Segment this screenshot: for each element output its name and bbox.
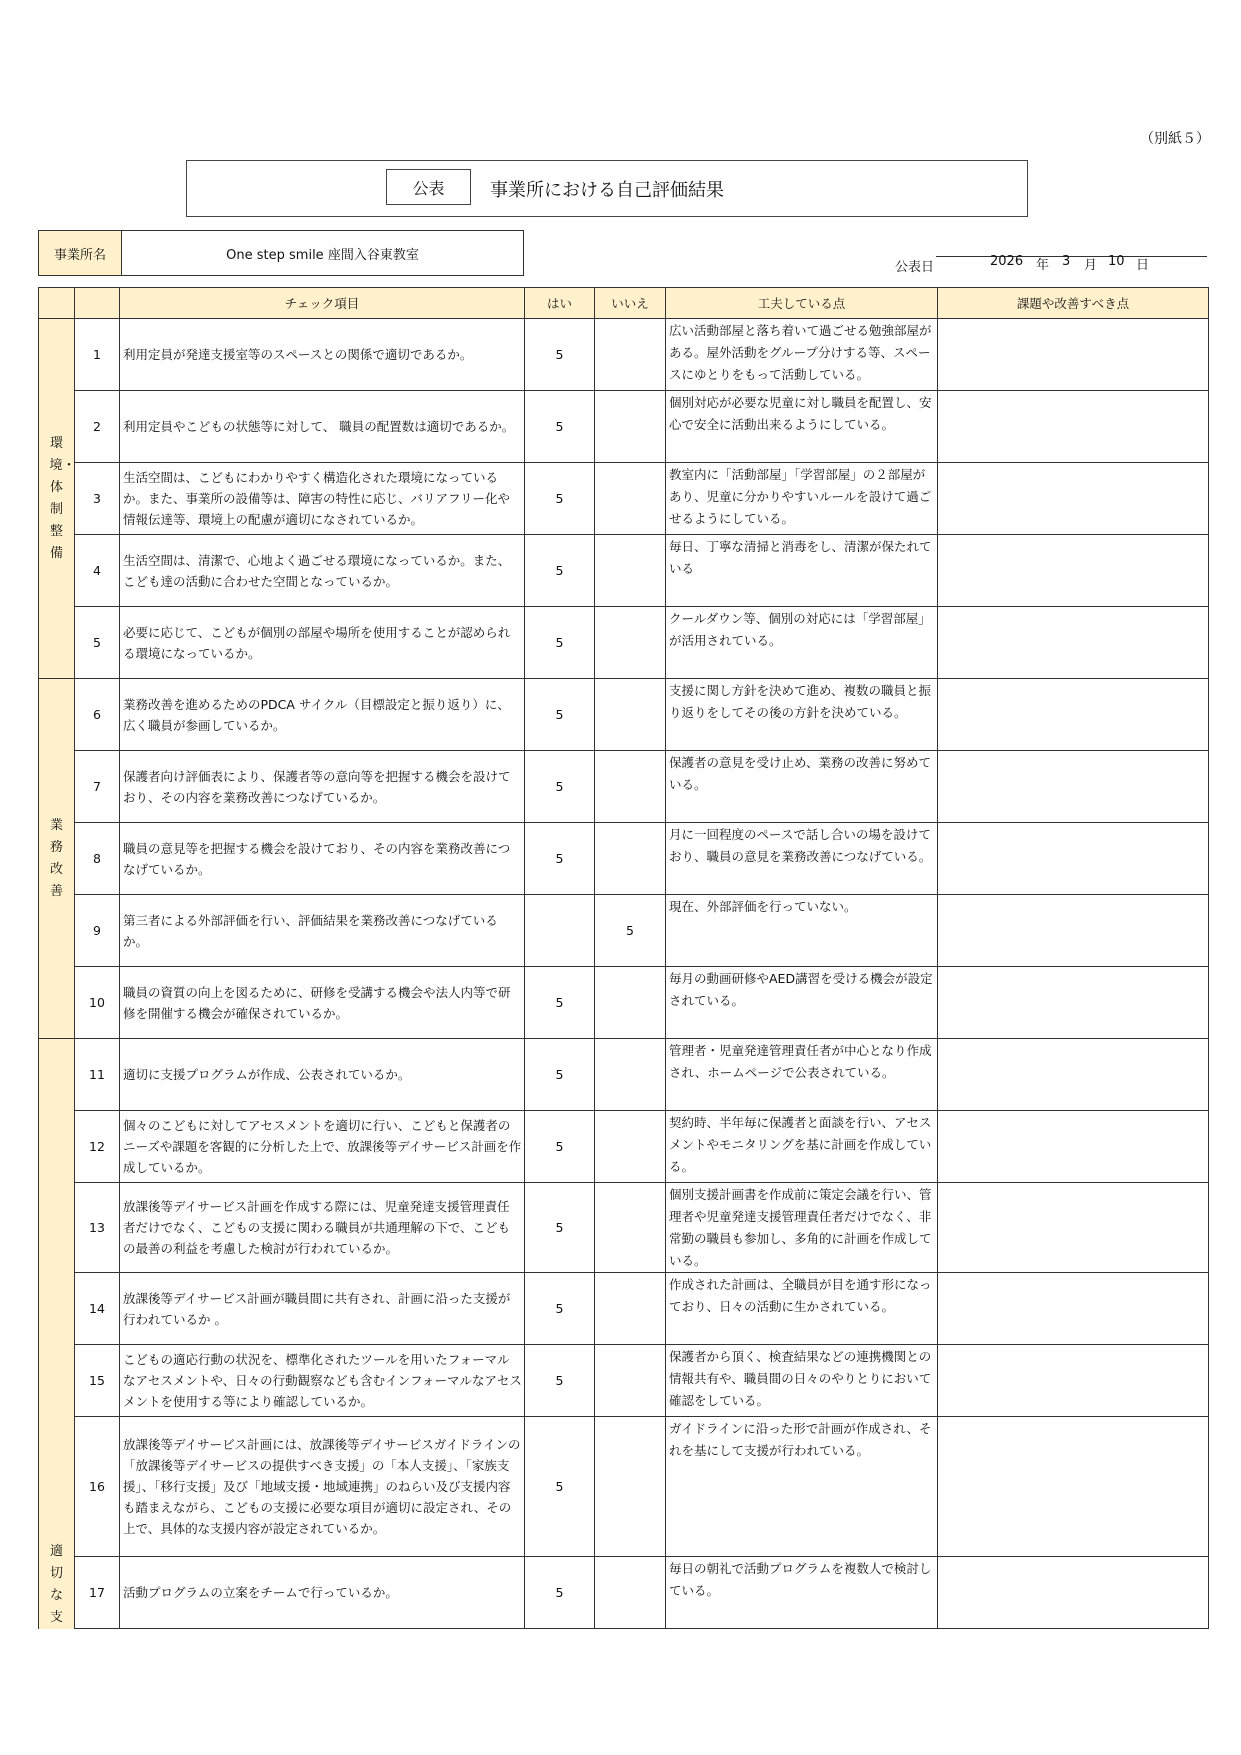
category-label: 環境・体制整備 — [49, 435, 76, 561]
check-item-text: こどもの適応行動の状況を、標準化されたツールを用いたフォーマルなアセスメントや、日々の行動観察なども含むインフォーマルなアセスメントを使用する等により確認しているか。 — [120, 1345, 525, 1417]
pub-year-unit: 年 — [1036, 258, 1050, 273]
row-number: 10 — [75, 967, 120, 1039]
public-badge: 公表 — [386, 169, 471, 205]
category-label: 適切な支 — [49, 1543, 63, 1625]
check-item-text: 適切に支援プログラムが作成、公表されているか。 — [120, 1039, 525, 1111]
row-number: 5 — [75, 607, 120, 679]
effort-text: 保護者から頂く、検査結果などの連携機関との情報共有や、職員間の日々のやりとりにおいて確認をしている。 — [666, 1345, 938, 1417]
check-item-text: 放課後等デイサービス計画が職員間に共有され、計画に沿った支援が行われているか 。 — [120, 1273, 525, 1345]
issue-text — [938, 1345, 1209, 1417]
no-count — [595, 751, 666, 823]
row-number: 1 — [75, 319, 120, 391]
yes-count: 5 — [525, 823, 595, 895]
issue-text — [938, 463, 1209, 535]
table-row — [39, 1183, 1209, 1273]
yes-count: 5 — [525, 1039, 595, 1111]
issue-text — [938, 535, 1209, 607]
check-item-text: 保護者向け評価表により、保護者等の意向等を把握する機会を設けており、その内容を業務改善につなげているか。 — [120, 751, 525, 823]
publication-label: 公表日 — [895, 260, 935, 275]
effort-text: クールダウン等、個別の対応には「学習部屋」が活用されている。 — [666, 607, 938, 679]
no-count — [595, 1345, 666, 1417]
effort-text: 毎日、丁寧な清掃と消毒をし、清潔が保たれている — [666, 535, 938, 607]
row-number: 11 — [75, 1039, 120, 1111]
effort-text: 個別支援計画書を作成前に策定会議を行い、管理者や児童発達支援管理責任者だけでなく、非常勤の職員も参加し、多角的に計画を作成している。 — [666, 1183, 938, 1273]
row-number: 3 — [75, 463, 120, 535]
header-yes: はい — [525, 288, 595, 319]
office-label: 事業所名 — [39, 231, 122, 275]
table-row — [39, 823, 1209, 895]
table-row — [39, 967, 1209, 1039]
no-count — [595, 1111, 666, 1183]
table-row — [39, 895, 1209, 967]
no-count — [595, 967, 666, 1039]
effort-text: 現在、外部評価を行っていない。 — [666, 895, 938, 967]
effort-text: 契約時、半年毎に保護者と面談を行い、アセスメントやモニタリングを基に計画を作成している。 — [666, 1111, 938, 1183]
effort-text: 支援に関し方針を決めて進め、複数の職員と振り返りをしてその後の方針を決めている。 — [666, 679, 938, 751]
no-count — [595, 1273, 666, 1345]
pub-month-unit: 月 — [1084, 258, 1098, 273]
table-row — [39, 463, 1209, 535]
no-count — [595, 1417, 666, 1557]
issue-text — [938, 1417, 1209, 1557]
row-number: 2 — [75, 391, 120, 463]
header-number — [75, 288, 120, 319]
pub-day-unit: 日 — [1136, 258, 1150, 273]
pub-year: 2026 — [990, 254, 1024, 269]
issue-text — [938, 823, 1209, 895]
check-item-text: 放課後等デイサービス計画を作成する際には、児童発達支援管理責任者だけでなく、こどもの支援に関わる職員が共通理解の下で、こどもの最善の利益を考慮した検討が行われているか。 — [120, 1183, 525, 1273]
effort-text: 月に一回程度のペースで話し合いの場を設けており、職員の意見を業務改善につなげている。 — [666, 823, 938, 895]
yes-count: 5 — [525, 1111, 595, 1183]
header-issues: 課題や改善すべき点 — [938, 288, 1209, 319]
yes-count: 5 — [525, 1273, 595, 1345]
row-number: 15 — [75, 1345, 120, 1417]
category-cell — [39, 679, 75, 1039]
row-number: 14 — [75, 1273, 120, 1345]
issue-text — [938, 391, 1209, 463]
attachment-label: （別紙５） — [1140, 131, 1210, 147]
no-count — [595, 1039, 666, 1111]
header-efforts: 工夫している点 — [666, 288, 938, 319]
header-no: いいえ — [595, 288, 666, 319]
no-count — [595, 1183, 666, 1273]
yes-count: 5 — [525, 1557, 595, 1629]
yes-count: 5 — [525, 319, 595, 391]
check-item-text: 利用定員が発達支援室等のスペースとの関係で適切であるか。 — [120, 319, 525, 391]
header-check-item: チェック項目 — [120, 288, 525, 319]
check-item-text: 職員の資質の向上を図るために、研修を受講する機会や法人内等で研修を開催する機会が確保されているか。 — [120, 967, 525, 1039]
office-name: One step smile 座間入谷東教室 — [226, 247, 419, 263]
table-row — [39, 535, 1209, 607]
yes-count: 5 — [525, 1345, 595, 1417]
issue-text — [938, 1111, 1209, 1183]
yes-count: 5 — [525, 751, 595, 823]
no-count — [595, 391, 666, 463]
issue-text — [938, 1039, 1209, 1111]
effort-text: 作成された計画は、全職員が目を通す形になっており、日々の活動に生かされている。 — [666, 1273, 938, 1345]
effort-text: 毎日の朝礼で活動プログラムを複数人で検討している。 — [666, 1557, 938, 1629]
table-row — [39, 319, 1209, 391]
yes-count — [525, 895, 595, 967]
issue-text — [938, 319, 1209, 391]
row-number: 7 — [75, 751, 120, 823]
issue-text — [938, 607, 1209, 679]
check-item-text: 職員の意見等を把握する機会を設けており、その内容を業務改善につなげているか。 — [120, 823, 525, 895]
yes-count: 5 — [525, 967, 595, 1039]
table-row — [39, 1039, 1209, 1111]
issue-text — [938, 751, 1209, 823]
row-number: 12 — [75, 1111, 120, 1183]
pub-month: 3 — [1062, 254, 1071, 269]
effort-text: 管理者・児童発達管理責任者が中心となり作成され、ホームページで公表されている。 — [666, 1039, 938, 1111]
table-row — [39, 751, 1209, 823]
row-number: 16 — [75, 1417, 120, 1557]
check-item-text: 活動プログラムの立案をチームで行っているか。 — [120, 1557, 525, 1629]
table-row — [39, 607, 1209, 679]
table-row — [39, 391, 1209, 463]
check-item-text: 放課後等デイサービス計画には、放課後等デイサービスガイドラインの「放課後等デイサービスの提供すべき支援」の「本人支援」、「家族支援」、「移行支援」及び「地域支援・地域連携」のねらい及び支援内容も踏まえながら、こどもの支援に必要な項目が適切に設定され、その上で、具体的な支援内容が設定されているか。 — [120, 1417, 525, 1557]
page-title: 事業所における自己評価結果 — [490, 180, 724, 201]
category-cell — [39, 1039, 75, 1629]
table-row — [39, 1557, 1209, 1629]
row-number: 8 — [75, 823, 120, 895]
no-count — [595, 679, 666, 751]
table-row — [39, 1111, 1209, 1183]
effort-text: ガイドラインに沿った形で計画が作成され、それを基にして支援が行われている。 — [666, 1417, 938, 1557]
no-count: 5 — [595, 895, 666, 967]
effort-text: 毎月の動画研修やAED講習を受ける機会が設定されている。 — [666, 967, 938, 1039]
category-label: 業務改善 — [49, 817, 63, 899]
check-item-text: 第三者による外部評価を行い、評価結果を業務改善につなげているか。 — [120, 895, 525, 967]
check-item-text: 個々のこどもに対してアセスメントを適切に行い、こどもと保護者のニーズや課題を客観的に分析した上で、放課後等デイサービス計画を作成しているか。 — [120, 1111, 525, 1183]
issue-text — [938, 1557, 1209, 1629]
yes-count: 5 — [525, 535, 595, 607]
effort-text: 教室内に「活動部屋」「学習部屋」の２部屋があり、児童に分かりやすいルールを設けて過ごせるようにしている。 — [666, 463, 938, 535]
no-count — [595, 463, 666, 535]
yes-count: 5 — [525, 391, 595, 463]
publication-date — [936, 254, 1207, 273]
check-item-text: 業務改善を進めるためのPDCA サイクル（目標設定と振り返り）に、広く職員が参画しているか。 — [120, 679, 525, 751]
check-item-text: 利用定員やこどもの状態等に対して、 職員の配置数は適切であるか。 — [120, 391, 525, 463]
no-count — [595, 535, 666, 607]
yes-count: 5 — [525, 1183, 595, 1273]
row-number: 9 — [75, 895, 120, 967]
table-header-row — [39, 288, 1209, 319]
table-row — [39, 1417, 1209, 1557]
row-number: 6 — [75, 679, 120, 751]
issue-text — [938, 967, 1209, 1039]
table-row — [39, 1345, 1209, 1417]
effort-text: 個別対応が必要な児童に対し職員を配置し、安心で安全に活動出来るようにしている。 — [666, 391, 938, 463]
check-item-text: 必要に応じて、こどもが個別の部屋や場所を使用することが認められる環境になっているか。 — [120, 607, 525, 679]
issue-text — [938, 679, 1209, 751]
pub-day: 10 — [1108, 254, 1125, 269]
yes-count: 5 — [525, 1417, 595, 1557]
no-count — [595, 319, 666, 391]
row-number: 4 — [75, 535, 120, 607]
yes-count: 5 — [525, 463, 595, 535]
yes-count: 5 — [525, 679, 595, 751]
table-row — [39, 679, 1209, 751]
effort-text: 広い活動部屋と落ち着いて過ごせる勉強部屋がある。屋外活動をグループ分けする等、スペースにゆとりをもって活動している。 — [666, 319, 938, 391]
issue-text — [938, 1273, 1209, 1345]
check-item-text: 生活空間は、こどもにわかりやすく構造化された環境になっているか。また、事業所の設備等は、障害の特性に応じ、バリアフリー化や情報伝達等、環境上の配慮が適切になされているか。 — [120, 463, 525, 535]
no-count — [595, 1557, 666, 1629]
row-number: 17 — [75, 1557, 120, 1629]
category-cell — [39, 319, 75, 679]
no-count — [595, 823, 666, 895]
effort-text: 保護者の意見を受け止め、業務の改善に努めている。 — [666, 751, 938, 823]
no-count — [595, 607, 666, 679]
evaluation-table — [38, 287, 1209, 1629]
issue-text — [938, 1183, 1209, 1273]
header-category — [39, 288, 75, 319]
yes-count: 5 — [525, 607, 595, 679]
issue-text — [938, 895, 1209, 967]
office-box — [38, 230, 524, 276]
table-row — [39, 1273, 1209, 1345]
row-number: 13 — [75, 1183, 120, 1273]
check-item-text: 生活空間は、清潔で、心地よく過ごせる環境になっているか。また、こども達の活動に合わせた空間となっているか。 — [120, 535, 525, 607]
